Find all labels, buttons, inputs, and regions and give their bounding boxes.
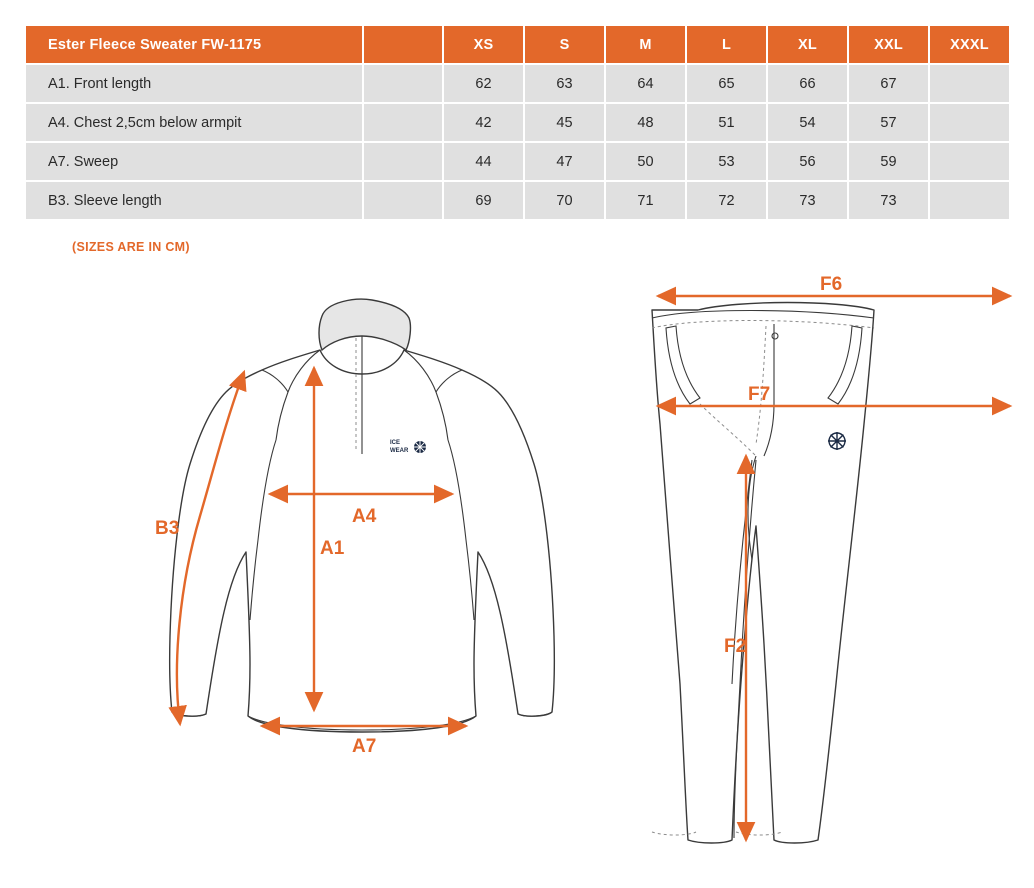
cell-xxl: 73 xyxy=(848,181,929,220)
cell-xxxl xyxy=(929,142,1010,181)
cell-m: 64 xyxy=(605,64,686,103)
brand-logo xyxy=(386,436,426,456)
product-title: Ester Fleece Sweater FW-1175 xyxy=(25,25,363,64)
row-blank xyxy=(363,181,443,220)
cell-xs: 44 xyxy=(443,142,524,181)
cell-xxl: 57 xyxy=(848,103,929,142)
brand-text-line1: ICE xyxy=(390,440,401,446)
measurement-label: A4. Chest 2,5cm below armpit xyxy=(25,103,363,142)
table-header xyxy=(25,25,1010,64)
header-size-s: S xyxy=(524,25,605,64)
cell-xxxl xyxy=(929,64,1010,103)
cell-m: 48 xyxy=(605,103,686,142)
table-header-row xyxy=(25,25,1010,64)
cell-l: 72 xyxy=(686,181,767,220)
cell-xs: 69 xyxy=(443,181,524,220)
table-row xyxy=(25,142,1010,181)
trousers-brand-mark-icon xyxy=(828,432,846,450)
cell-xxxl xyxy=(929,103,1010,142)
dimension-label-a7: A7 xyxy=(352,736,377,757)
row-blank xyxy=(363,142,443,181)
size-table xyxy=(24,24,1011,221)
header-size-xs: XS xyxy=(443,25,524,64)
illustrations-area xyxy=(0,264,1034,888)
size-table-container xyxy=(24,24,1010,221)
measurement-label: A7. Sweep xyxy=(25,142,363,181)
cell-s: 45 xyxy=(524,103,605,142)
cell-xl: 54 xyxy=(767,103,848,142)
header-size-xxl: XXL xyxy=(848,25,929,64)
dimension-label-f6: F6 xyxy=(820,274,843,295)
cell-xxl: 67 xyxy=(848,64,929,103)
dimension-label-a1: A1 xyxy=(320,538,345,559)
cell-xxl: 59 xyxy=(848,142,929,181)
cell-s: 47 xyxy=(524,142,605,181)
header-size-m: M xyxy=(605,25,686,64)
cell-s: 70 xyxy=(524,181,605,220)
brand-text-line2: WEAR xyxy=(390,448,409,454)
header-size-l: L xyxy=(686,25,767,64)
table-row xyxy=(25,64,1010,103)
cell-m: 71 xyxy=(605,181,686,220)
table-row xyxy=(25,103,1010,142)
collar-shape xyxy=(319,299,410,350)
cell-xxxl xyxy=(929,181,1010,220)
dimension-label-b3: B3 xyxy=(155,518,180,539)
cell-l: 65 xyxy=(686,64,767,103)
header-blank xyxy=(363,25,443,64)
header-size-xl: XL xyxy=(767,25,848,64)
fleece-sweater-illustration xyxy=(155,299,554,757)
units-note: (SIZES ARE IN CM) xyxy=(72,240,190,254)
cell-xl: 73 xyxy=(767,181,848,220)
cell-xl: 66 xyxy=(767,64,848,103)
measurement-label: B3. Sleeve length xyxy=(25,181,363,220)
dimension-label-f2: F2 xyxy=(724,636,747,657)
dimension-label-a4: A4 xyxy=(352,506,377,527)
row-blank xyxy=(363,103,443,142)
cell-l: 53 xyxy=(686,142,767,181)
cell-xs: 62 xyxy=(443,64,524,103)
header-size-xxxl: XXXL xyxy=(929,25,1010,64)
cell-m: 50 xyxy=(605,142,686,181)
measurement-label: A1. Front length xyxy=(25,64,363,103)
dimension-label-f7: F7 xyxy=(748,384,771,405)
cell-xl: 56 xyxy=(767,142,848,181)
table-row xyxy=(25,181,1010,220)
cell-s: 63 xyxy=(524,64,605,103)
trousers-illustration xyxy=(652,274,1010,843)
cell-l: 51 xyxy=(686,103,767,142)
row-blank xyxy=(363,64,443,103)
table-body xyxy=(25,64,1010,220)
cell-xs: 42 xyxy=(443,103,524,142)
